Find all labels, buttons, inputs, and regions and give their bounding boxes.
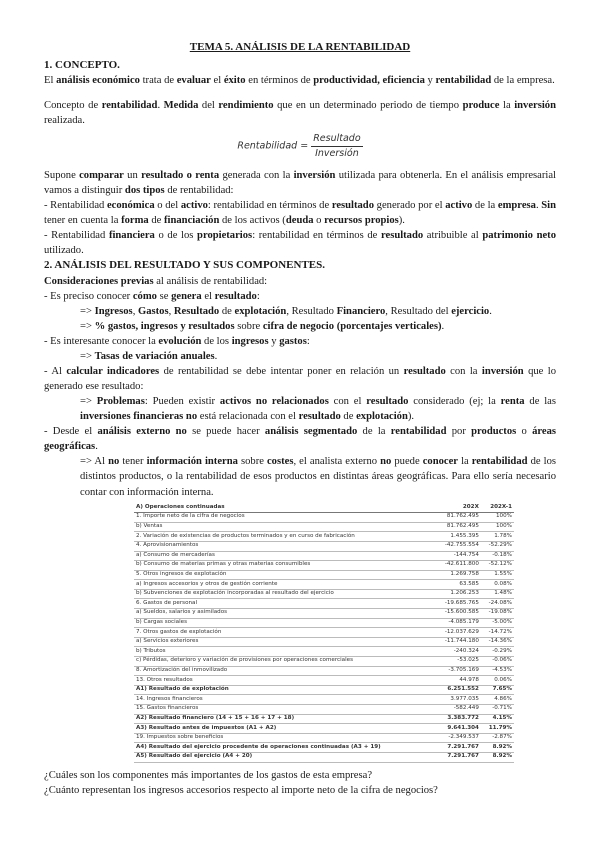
table-row xyxy=(134,561,514,571)
table-cell-percent: 1.78% xyxy=(481,532,514,542)
table-row xyxy=(134,551,514,561)
table-row xyxy=(134,589,514,599)
table-cell-value: 81.762.495 xyxy=(435,522,481,532)
table-cell-percent: -52.29% xyxy=(481,541,514,551)
line-informacion-interna: => Al no tener información interna sobre costes, el analista externo no puede conocer la rentabilidad de los distintos productos, o la rentabilidad de esos productos en distintas áreas geográficas. Para ello sería necesario contar con información interna. xyxy=(80,456,556,498)
table-row xyxy=(134,570,514,580)
table-cell-percent: -14.36% xyxy=(481,637,514,647)
line-porcentajes: => % gastos, ingresos y resultados sobre cifra de negocio (porcentajes verticales). xyxy=(80,321,445,333)
table-row xyxy=(134,599,514,609)
table-row xyxy=(134,513,514,523)
table-cell-value: 3.383.772 xyxy=(435,714,481,724)
table-row xyxy=(134,666,514,676)
paragraph-analisis-economico: El análisis económico trata de evaluar el éxito en términos de productividad, eficiencia y rentabilidad de la empresa. xyxy=(44,75,555,87)
table-cell-percent: -0.06% xyxy=(481,657,514,667)
table-row xyxy=(134,628,514,638)
rentabilidad-formula xyxy=(44,132,556,160)
paragraph-rentabilidad-financiera: - Rentabilidad financiera o de los propietarios: rentabilidad en términos de resultado atribuible al patrimonio neto utilizado. xyxy=(44,230,556,257)
table-cell-percent: -5.00% xyxy=(481,618,514,628)
table-cell-value: -3.705.169 xyxy=(435,666,481,676)
table-cell-percent: 8.92% xyxy=(481,743,514,753)
table-cell-concept: 13. Otros resultados xyxy=(134,676,435,686)
table-cell-concept: c) Pérdidas, deterioro y variación de provisiones por operaciones comerciales xyxy=(134,657,435,667)
table-cell-percent: -0.29% xyxy=(481,647,514,657)
table-cell-value: 63.585 xyxy=(435,580,481,590)
table-row xyxy=(134,532,514,542)
table-cell-percent: -52.12% xyxy=(481,561,514,571)
table-cell-value: 6.251.552 xyxy=(435,685,481,695)
table-cell-value: -19.685.765 xyxy=(435,599,481,609)
table-cell-concept: 8. Amortización del inmovilizado xyxy=(134,666,435,676)
line-ingresos-gastos: => Ingresos, Gastos, Resultado de explotación, Resultado Financiero, Resultado del ejercicio. xyxy=(80,306,492,318)
table-cell-concept: 5. Otros ingresos de explotación xyxy=(134,570,435,580)
table-cell-percent: 1.48% xyxy=(481,589,514,599)
table-cell-concept: a) Ingresos accesorios y otros de gestión corriente xyxy=(134,580,435,590)
table-cell-value: 44.978 xyxy=(435,676,481,686)
line-tasas: => Tasas de variación anuales. xyxy=(80,351,218,363)
table-cell-value: -12.037.629 xyxy=(435,628,481,638)
line-conocer-como: - Es preciso conocer cómo se genera el resultado: xyxy=(44,291,260,303)
table-cell-concept: 15. Gastos financieros xyxy=(134,705,435,715)
paragraph-concepto-rentabilidad: Concepto de rentabilidad. Medida del rendimiento que en un determinado periodo de tiempo produce la inversión realizada. xyxy=(44,100,556,127)
table-header-cell: 202X-1 xyxy=(481,504,514,513)
table-cell-value: -144.754 xyxy=(435,551,481,561)
table-cell-concept: a) Sueldos, salarios y asimilados xyxy=(134,609,435,619)
table-cell-percent: -4.53% xyxy=(481,666,514,676)
income-statement-table xyxy=(134,504,514,763)
table-cell-value: 1.206.253 xyxy=(435,589,481,599)
table-cell-percent: 100% xyxy=(481,513,514,523)
table-row xyxy=(134,647,514,657)
table-row xyxy=(134,724,514,734)
page-title: TEMA 5. ANÁLISIS DE LA RENTABILIDAD xyxy=(189,41,411,53)
line-calcular-indicadores: - Al calcular indicadores de rentabilidad se debe intentar poner en relación un resultado con la inversión que lo generado ese resultado: xyxy=(44,366,556,393)
table-cell-concept: 1. Importe neto de la cifra de negocios xyxy=(134,513,435,523)
table-cell-percent: 100% xyxy=(481,522,514,532)
table-cell-percent: -14.72% xyxy=(481,628,514,638)
formula-numerator: Resultado xyxy=(311,132,362,146)
table-row xyxy=(134,618,514,628)
table-header-row xyxy=(134,504,514,513)
line-problemas: => Problemas: Pueden existir activos no relacionados con el resultado considerado (ej; la renta de las inversiones financieras no está relacionada con el resultado de explotación). xyxy=(80,396,556,423)
table-row xyxy=(134,676,514,686)
table-row xyxy=(134,705,514,715)
table-row xyxy=(134,695,514,705)
table-cell-value: 9.641.304 xyxy=(435,724,481,734)
table-cell-concept: A2) Resultado financiero (14 + 15 + 16 + 17 + 18) xyxy=(134,714,435,724)
table-cell-concept: 7. Otros gastos de explotación xyxy=(134,628,435,638)
table-cell-concept: a) Consumo de mercaderías xyxy=(134,551,435,561)
income-statement-body xyxy=(134,504,514,763)
table-cell-value: -4.085.179 xyxy=(435,618,481,628)
table-cell-concept: A5) Resultado del ejercicio (A4 + 20) xyxy=(134,752,435,762)
table-cell-percent: 0.06% xyxy=(481,676,514,686)
table-cell-concept: b) Ventas xyxy=(134,522,435,532)
table-cell-percent: 4.86% xyxy=(481,695,514,705)
table-cell-concept: a) Servicios exteriores xyxy=(134,637,435,647)
formula-lhs: Rentabilidad = xyxy=(237,140,309,152)
table-cell-percent: 0.08% xyxy=(481,580,514,590)
table-cell-value: -15.600.585 xyxy=(435,609,481,619)
formula-fraction xyxy=(311,132,362,160)
table-cell-concept: 14. Ingresos financieros xyxy=(134,695,435,705)
table-cell-value: -11.744.180 xyxy=(435,637,481,647)
formula-denominator: Inversión xyxy=(315,147,359,159)
table-cell-percent: -0.71% xyxy=(481,705,514,715)
question-2: ¿Cuánto representan los ingresos accesorios respecto al importe neto de la cifra de negocios? xyxy=(44,784,438,796)
table-header-cell: 202X xyxy=(435,504,481,513)
table-cell-percent: -24.08% xyxy=(481,599,514,609)
table-cell-concept: b) Consumo de materias primas y otras materias consumibles xyxy=(134,561,435,571)
table-cell-concept: A3) Resultado antes de impuestos (A1 + A2) xyxy=(134,724,435,734)
table-row xyxy=(134,637,514,647)
line-analisis-externo: - Desde el análisis externo no se puede hacer análisis segmentado de la rentabilidad por productos o áreas geográficas. xyxy=(44,426,557,453)
table-row xyxy=(134,522,514,532)
table-cell-value: 1.269.758 xyxy=(435,570,481,580)
table-row xyxy=(134,743,514,753)
table-cell-concept: b) Tributos xyxy=(134,647,435,657)
table-cell-concept: 2. Variación de existencias de productos terminados y en curso de fabricación xyxy=(134,532,435,542)
table-cell-concept: b) Cargas sociales xyxy=(134,618,435,628)
table-cell-concept: 4. Aprovisionamientos xyxy=(134,541,435,551)
table-row xyxy=(134,752,514,762)
paragraph-rentabilidad-economica: - Rentabilidad económica o del activo: rentabilidad en términos de resultado generado por el activo de la empresa. Sin tener en cuenta la forma de financiación de los activos (deuda o recursos propios). xyxy=(44,200,556,227)
table-cell-value: -2.349.537 xyxy=(435,733,481,743)
table-row xyxy=(134,657,514,667)
table-cell-concept: 19. Impuestos sobre beneficios xyxy=(134,733,435,743)
table-cell-concept: A1) Resultado de explotación xyxy=(134,685,435,695)
table-cell-value: 7.291.767 xyxy=(435,752,481,762)
table-cell-value: -240.324 xyxy=(435,647,481,657)
table-cell-percent: -0.18% xyxy=(481,551,514,561)
table-row xyxy=(134,541,514,551)
section-heading-concepto: 1. CONCEPTO. xyxy=(44,58,120,71)
table-row xyxy=(134,714,514,724)
line-evolucion: - Es interesante conocer la evolución de los ingresos y gastos: xyxy=(44,336,310,348)
section-heading-analisis-resultado: 2. ANÁLISIS DEL RESULTADO Y SUS COMPONENTES. xyxy=(44,259,325,272)
table-cell-concept: 6. Gastos de personal xyxy=(134,599,435,609)
line-consideraciones: Consideraciones previas al análisis de rentabilidad: xyxy=(44,276,268,288)
table-cell-percent: -2.87% xyxy=(481,733,514,743)
table-cell-value: -42.755.554 xyxy=(435,541,481,551)
table-cell-percent: 8.92% xyxy=(481,752,514,762)
table-row xyxy=(134,609,514,619)
table-cell-percent: 1.55% xyxy=(481,570,514,580)
table-cell-value: -42.611.800 xyxy=(435,561,481,571)
table-cell-value: 81.762.495 xyxy=(435,513,481,523)
table-cell-concept: A4) Resultado del ejercicio procedente de operaciones continuadas (A3 + 19) xyxy=(134,743,435,753)
table-cell-percent: 11.79% xyxy=(481,724,514,734)
table-cell-value: -53.025 xyxy=(435,657,481,667)
table-cell-concept: b) Subvenciones de explotación incorporadas al resultado del ejercicio xyxy=(134,589,435,599)
table-row xyxy=(134,685,514,695)
table-cell-value: 3.977.035 xyxy=(435,695,481,705)
table-cell-value: -582.449 xyxy=(435,705,481,715)
table-cell-percent: 4.15% xyxy=(481,714,514,724)
table-row xyxy=(134,580,514,590)
table-row xyxy=(134,733,514,743)
table-cell-percent: -19.08% xyxy=(481,609,514,619)
table-cell-value: 7.291.767 xyxy=(435,743,481,753)
paragraph-supone-comparar: Supone comparar un resultado o renta generada con la inversión utilizada para obtenerla. En el análisis empresarial vamos a distinguir dos tipos de rentabilidad: xyxy=(44,170,556,197)
table-header-cell: A) Operaciones continuadas xyxy=(134,504,435,513)
table-cell-value: 1.455.395 xyxy=(435,532,481,542)
question-1: ¿Cuáles son los componentes más importantes de los gastos de esta empresa? xyxy=(44,769,373,781)
table-cell-percent: 7.65% xyxy=(481,685,514,695)
